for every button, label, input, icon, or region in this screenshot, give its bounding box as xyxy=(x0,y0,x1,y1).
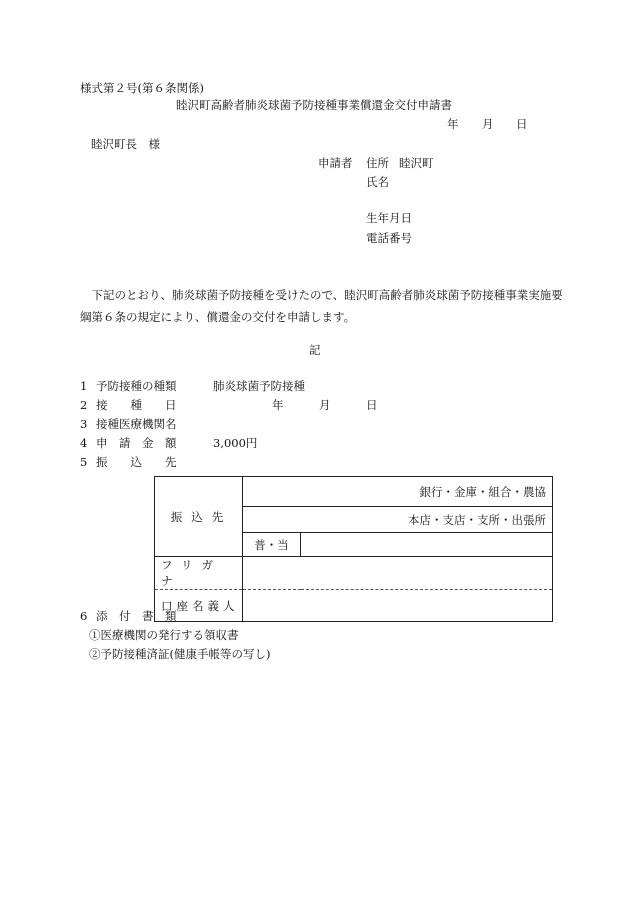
item2-day: 日 xyxy=(366,398,378,412)
item2-year: 年 xyxy=(272,398,284,412)
form-number: 様式第２号(第６条関係) xyxy=(80,81,204,95)
item4-number: 4 xyxy=(80,436,88,450)
date-month-label: 月 xyxy=(482,117,494,131)
transfer-table xyxy=(154,476,553,622)
furigana-cell[interactable] xyxy=(243,557,553,590)
item5-label: 振 込 先 xyxy=(96,455,177,469)
ki-heading: 記 xyxy=(309,343,321,357)
item2-month: 月 xyxy=(319,398,331,412)
address-value: 睦沢町 xyxy=(399,156,434,170)
applicant-label: 申請者 xyxy=(318,156,353,170)
item3-label: 接種医療機関名 xyxy=(96,417,177,431)
phone-label: 電話番号 xyxy=(366,231,412,245)
item4-label: 申 請 金 額 xyxy=(96,436,177,450)
transfer-header: 振込先 xyxy=(155,477,243,557)
holder-cell[interactable] xyxy=(243,590,553,622)
item3-number: 3 xyxy=(80,417,88,431)
form-title: 睦沢町高齢者肺炎球菌予防接種事業償還金交付申請書 xyxy=(176,98,452,112)
furigana-label: フリガナ xyxy=(155,557,243,590)
name-label: 氏名 xyxy=(366,175,389,189)
attachments-number: 6 xyxy=(80,609,88,623)
application-statement: 下記のとおり、肺炎球菌予防接種を受けたので、睦沢町高齢者肺炎球菌予防接種事業実施要綱第６条の規定により、償還金の交付を申請します。 xyxy=(80,288,563,324)
attachment-item-2: ②予防接種済証(健康手帳等の写し) xyxy=(89,647,271,661)
address-label: 住所 xyxy=(366,156,389,170)
account-number-cell[interactable] xyxy=(301,533,553,557)
date-year-label: 年 xyxy=(447,117,459,131)
item4-value: 3,000円 xyxy=(213,436,258,450)
branch-types: 本店・支店・支所・出張所 xyxy=(243,507,553,533)
date-day-label: 日 xyxy=(516,117,528,131)
item5-number: 5 xyxy=(80,455,88,469)
bank-types: 銀行・金庫・組合・農協 xyxy=(243,477,553,507)
item1-value: 肺炎球菌予防接種 xyxy=(213,379,305,393)
birthdate-label: 生年月日 xyxy=(366,211,412,225)
holder-label: 口座名義人 xyxy=(155,590,243,622)
item2-label: 接 種 日 xyxy=(96,398,177,412)
attachment-item-1: ①医療機関の発行する領収書 xyxy=(89,628,239,642)
addressee: 睦沢町長 様 xyxy=(91,137,160,151)
item1-label: 予防接種の種類 xyxy=(96,379,177,393)
item2-number: 2 xyxy=(80,398,88,412)
item1-number: 1 xyxy=(80,379,88,393)
attachments-label: 添 付 書 類 xyxy=(96,609,177,623)
account-type: 普・当 xyxy=(243,533,301,557)
